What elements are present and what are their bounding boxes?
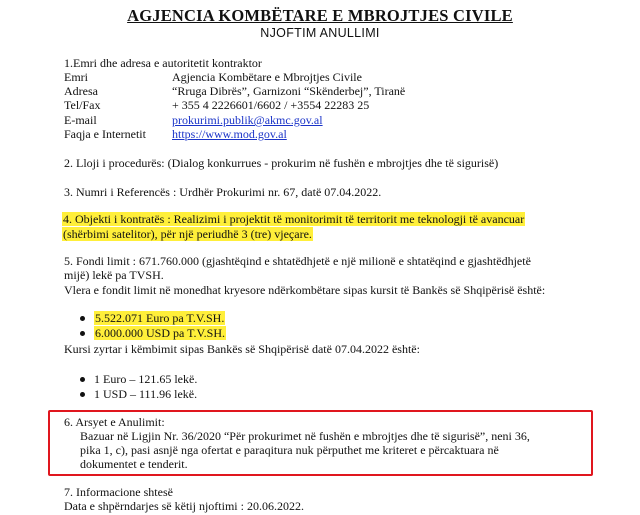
value-telfax: + 355 4 2226601/6602 / +3554 22283 25 [172,98,370,112]
section3-reference: 3. Numri i Referencës : Urdhër Prokurimi nr. 67, datë 07.04.2022. [64,185,382,199]
amount-euro [94,311,225,325]
section6-heading: 6. Arsyet e Anulimit: [64,415,165,429]
amount-usd-text: 6.000.000 USD pa T.V.SH. [95,326,226,340]
section4-line1 [62,212,525,226]
label-emri: Emri [64,70,88,84]
value-emri: Agjencia Kombëtare e Mbrojtjes Civile [172,70,362,84]
section4-line1-text: 4. Objekti i kontratës : Realizimi i projektit të monitorimit të territorit me teknologji të avancuar [63,212,525,226]
section5-line3: Vlera e fondit limit në monedhat kryesore ndërkombëtare sipas kursit të Bankës së Shqipërisë është: [64,283,546,297]
section1-heading: 1.Emri dhe adresa e autoritetit kontraktor [64,56,262,70]
rate-usd: 1 USD – 111.96 lekë. [94,387,198,401]
section4-line2 [62,227,313,241]
label-website: Faqja e Internetit [64,127,146,141]
exchange-rate-heading: Kursi zyrtar i këmbimit sipas Bankës së Shqipërisë datë 07.04.2022 është: [64,342,420,356]
value-adresa: “Rruga Dibrës”, Garnizoni “Skënderbej”, Tiranë [172,84,406,98]
section2-procedure: 2. Lloji i procedurës: (Dialog konkurrues - prokurim në fushën e mbrojtjes dhe të sigurisë) [64,156,499,170]
section6-line1: Bazuar në Ligjin Nr. 36/2020 “Për prokurimet në fushën e mbrojtjes dhe të sigurisë”, neni 36, [80,429,530,443]
section4-line2-text: (shërbimi satelitor), për një periudhë 3 (tre) vjeçare. [63,227,312,241]
label-adresa: Adresa [64,84,98,98]
bullet-icon [80,392,85,397]
website-link[interactable]: https://www.mod.gov.al [172,127,287,141]
bullet-icon [80,377,85,382]
agency-title: AGJENCIA KOMBËTARE E MBROJTJES CIVILE [127,6,513,25]
section5-line1: 5. Fondi limit : 671.760.000 (gjashtëqind e shtatëdhjetë e një milionë e shtatëqind e gjashtëdhjetë [64,254,531,268]
bullet-icon [80,331,85,336]
section6-line2: pika 1, c), pasi asnjë nga ofertat e paraqitura nuk përputhet me kriteret e përcaktuara në [80,443,499,457]
email-link[interactable]: prokurimi.publik@akmc.gov.al [172,113,323,127]
section5-line2: mijë) lekë pa TVSH. [64,268,164,282]
amount-usd [94,326,226,340]
label-telfax: Tel/Fax [64,98,101,112]
section6-line3: dokumentet e tenderit. [80,457,188,471]
label-email: E-mail [64,113,97,127]
amount-euro-text: 5.522.071 Euro pa T.V.SH. [95,311,225,325]
rate-euro: 1 Euro – 121.65 lekë. [94,372,198,386]
section7-heading: 7. Informacione shtesë [64,485,173,499]
notice-subtitle: NJOFTIM ANULLIMI [260,26,380,40]
section7-date: Data e shpërndarjes së këtij njoftimi : 20.06.2022. [64,499,304,513]
bullet-icon [80,316,85,321]
